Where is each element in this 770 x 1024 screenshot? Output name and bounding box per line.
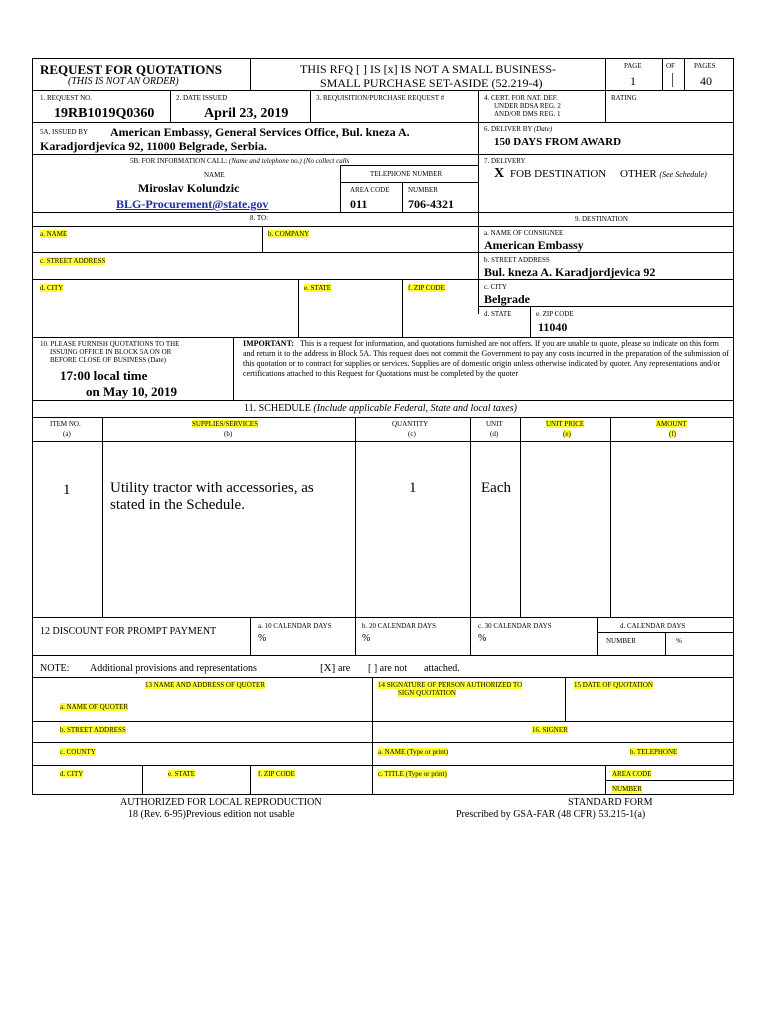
page-count: 40	[700, 74, 712, 88]
delivery-other: OTHER (See Schedule)	[620, 168, 707, 180]
pages-label: PAGES	[694, 62, 716, 70]
footer-revision: 18 (Rev. 6-95)Previous edition not usable	[128, 809, 295, 820]
furnish-line3: BEFORE CLOSE OF BUSINESS (Date)	[50, 356, 166, 364]
delivery-label: 7. DELIVERY	[484, 157, 526, 165]
note-label: NOTE:	[40, 663, 70, 674]
close-date: on May 10, 2019	[86, 384, 177, 399]
form-subtitle: (THIS IS NOT AN ORDER)	[68, 76, 179, 87]
col-sub-item-no: (a)	[63, 430, 71, 438]
signer-name-label[interactable]: a. NAME (Type or print)	[378, 748, 449, 756]
deliver-by-label: 6. DELIVER BY (Date)	[484, 125, 553, 133]
schedule-title: 11. SCHEDULE (Include applicable Federal, State and local taxes)	[244, 403, 517, 414]
deliver-by-value: 150 DAYS FROM AWARD	[494, 136, 622, 148]
discount-30-pct: %	[478, 633, 487, 644]
discount-d-pct: %	[676, 637, 682, 645]
contact-email-link[interactable]: BLG-Procurement@state.gov	[116, 197, 269, 211]
dest-street-label: b. STREET ADDRESS	[484, 256, 550, 264]
discount-20-pct: %	[362, 633, 371, 644]
rating-label: RATING	[611, 94, 637, 102]
requisition-label: 3. REQUISITION/PURCHASE REQUEST #	[316, 94, 445, 102]
discount-calendar-days: d. CALENDAR DAYS	[620, 622, 686, 630]
issued-by-line1: American Embassy, General Services Office, Bul. kneza A.	[110, 125, 410, 139]
info-name-label: NAME	[204, 171, 225, 179]
to-company-label: b. COMPANY	[268, 230, 310, 238]
fob-destination: FOB DESTINATION	[510, 168, 607, 180]
area-code-label: AREA CODE	[350, 186, 390, 194]
dest-city: Belgrade	[484, 292, 530, 306]
col-header-supplies: SUPPLIES/SERVICES	[192, 420, 258, 428]
date-issued-label: 2. DATE ISSUED	[176, 94, 228, 102]
quoter-name-label[interactable]: a. NAME OF QUOTER	[60, 703, 129, 711]
furnish-line2: ISSUING OFFICE IN BLOCK 5A ON OR	[50, 348, 172, 356]
item-number: 1	[63, 482, 71, 498]
cert-label-2: UNDER BDSA REG. 2	[494, 102, 561, 110]
item-quantity: 1	[409, 480, 417, 496]
quoter-zip-label[interactable]: f. ZIP CODE	[258, 770, 295, 778]
telephone-label: TELEPHONE NUMBER	[370, 170, 443, 178]
request-no: 19RB1019Q0360	[54, 106, 155, 121]
form-title: REQUEST FOR QUOTATIONS	[40, 62, 223, 77]
issued-by-label: 5A. ISSUED BY	[40, 128, 89, 136]
note-are-checkbox[interactable]: [X] are	[320, 662, 351, 674]
of-divider	[672, 73, 673, 87]
area-code: 011	[350, 197, 368, 211]
to-street-label: c. STREET ADDRESS	[40, 257, 106, 265]
signer-label: 16. SIGNER	[532, 726, 568, 734]
signature-title-2: SIGN QUOTATION	[398, 689, 456, 697]
discount-number-label: NUMBER	[606, 637, 636, 645]
quoter-city-label[interactable]: d. CITY	[60, 770, 84, 778]
dest-zip-label: e. ZIP CODE	[536, 310, 574, 318]
col-sub-supplies: (b)	[224, 430, 233, 438]
dest-city-label: c. CITY	[484, 283, 507, 291]
dest-street: Bul. kneza A. Karadjordjevica 92	[484, 265, 656, 279]
col-header-quantity: QUANTITY	[392, 420, 429, 428]
consignee-label: a. NAME OF CONSIGNEE	[484, 229, 564, 237]
signer-number-label[interactable]: NUMBER	[612, 785, 642, 793]
col-header-amount: AMOUNT	[656, 420, 687, 428]
destination-label: 9. DESTINATION	[575, 215, 628, 223]
to-label: 8. TO:	[250, 214, 269, 222]
quoter-state-label[interactable]: e. STATE	[168, 770, 196, 778]
signature-title-1: 14 SIGNATURE OF PERSON AUTHORIZED TO	[378, 681, 523, 689]
page-label: PAGE	[624, 62, 642, 70]
col-sub-amount: (f)	[669, 430, 676, 438]
discount-30-days: c. 30 CALENDAR DAYS	[478, 622, 552, 630]
footer-prescribed: Prescribed by GSA-FAR (48 CFR) 53.215-1(a)	[456, 809, 646, 820]
page-number: 1	[630, 74, 636, 88]
footer-standard-form: STANDARD FORM	[568, 797, 653, 808]
col-header-unit: UNIT	[486, 420, 503, 428]
quotation-date-label[interactable]: 15 DATE OF QUOTATION	[574, 681, 653, 689]
of-label: OF	[666, 62, 675, 70]
note-are-not-checkbox[interactable]: [ ] are not	[368, 663, 408, 674]
to-state-label: e. STATE	[304, 284, 332, 292]
to-zip-label: f. ZIP CODE	[408, 284, 445, 292]
quoter-title: 13 NAME AND ADDRESS OF QUOTER	[145, 681, 265, 689]
item-description: Utility tractor with accessories, as stated in the Schedule.	[110, 480, 314, 513]
to-name-label: a. NAME	[40, 230, 68, 238]
col-header-item-no: ITEM NO.	[50, 420, 81, 428]
discount-20-days: b. 20 CALENDAR DAYS	[362, 622, 437, 630]
item-unit: Each	[481, 480, 511, 496]
info-call-label: 5B. FOR INFORMATION CALL: (Name and telephone no.) (No collect calls	[130, 157, 350, 165]
quoter-street-label[interactable]: b. STREET ADDRESS	[60, 726, 126, 734]
number-label: NUMBER	[408, 186, 438, 194]
discount-10-pct: %	[258, 633, 267, 644]
close-time: 17:00 local time	[60, 368, 148, 383]
col-sub-quantity: (c)	[408, 430, 416, 438]
col-header-unit-price: UNIT PRICE	[546, 420, 585, 428]
discount-10-days: a. 10 CALENDAR DAYS	[258, 622, 332, 630]
signer-phone-label[interactable]: b. TELEPHONE	[630, 748, 678, 756]
footer-reproduction: AUTHORIZED FOR LOCAL REPRODUCTION	[120, 797, 322, 808]
to-city-label: d. CITY	[40, 284, 64, 292]
quoter-county-label[interactable]: c. COUNTY	[60, 748, 96, 756]
consignee-name: American Embassy	[484, 238, 584, 252]
cert-label-1: 4. CERT. FOR NAT. DEF.	[484, 94, 558, 102]
date-issued: April 23, 2019	[204, 106, 289, 121]
cert-label-3: AND/OR DMS REG. 1	[494, 110, 561, 118]
note-text: Additional provisions and representations	[90, 663, 257, 674]
signer-title-label[interactable]: c. TITLE (Type or print)	[378, 770, 447, 778]
contact-name: Miroslav Kolundzic	[138, 181, 240, 195]
phone-number: 706-4321	[408, 197, 454, 211]
delivery-mark: X	[494, 166, 505, 181]
dest-zip: 11040	[538, 320, 568, 334]
rfq-setaside-line2: SMALL PURCHASE SET-ASIDE (52.219-4)	[320, 76, 543, 90]
note-attached: attached.	[424, 663, 460, 674]
col-sub-unit-price: (e)	[563, 430, 571, 438]
important-notice: IMPORTANT: This is a request for information, and quotations furnished are not offers. If you are unable to quote, please so indicate on this form and return it to the address in Block 5A. This request does not commit the Government to pay any costs incurred in the preparation of the submission of this quotation or to contract for supplies or services. Supplies are of domestic origin unless otherwise indicated by quoter. Any representations and/or certifications attached to this Request for Quotations must be completed by the quoter	[243, 339, 729, 378]
issued-by-line2: Karadjordjevica 92, 11000 Belgrade, Serbia.	[40, 139, 267, 153]
col-sub-unit: (d)	[490, 430, 499, 438]
discount-label: 12 DISCOUNT FOR PROMPT PAYMENT	[40, 626, 217, 637]
dest-state-label: d. STATE	[484, 310, 512, 318]
signer-area-code-label[interactable]: AREA CODE	[612, 770, 652, 778]
rfq-setaside-line1: THIS RFQ [ ] IS [x] IS NOT A SMALL BUSINESS-	[300, 62, 557, 76]
request-no-label: 1. REQUEST NO.	[40, 94, 92, 102]
furnish-line1: 10. PLEASE FURNISH QUOTATIONS TO THE	[40, 340, 180, 348]
